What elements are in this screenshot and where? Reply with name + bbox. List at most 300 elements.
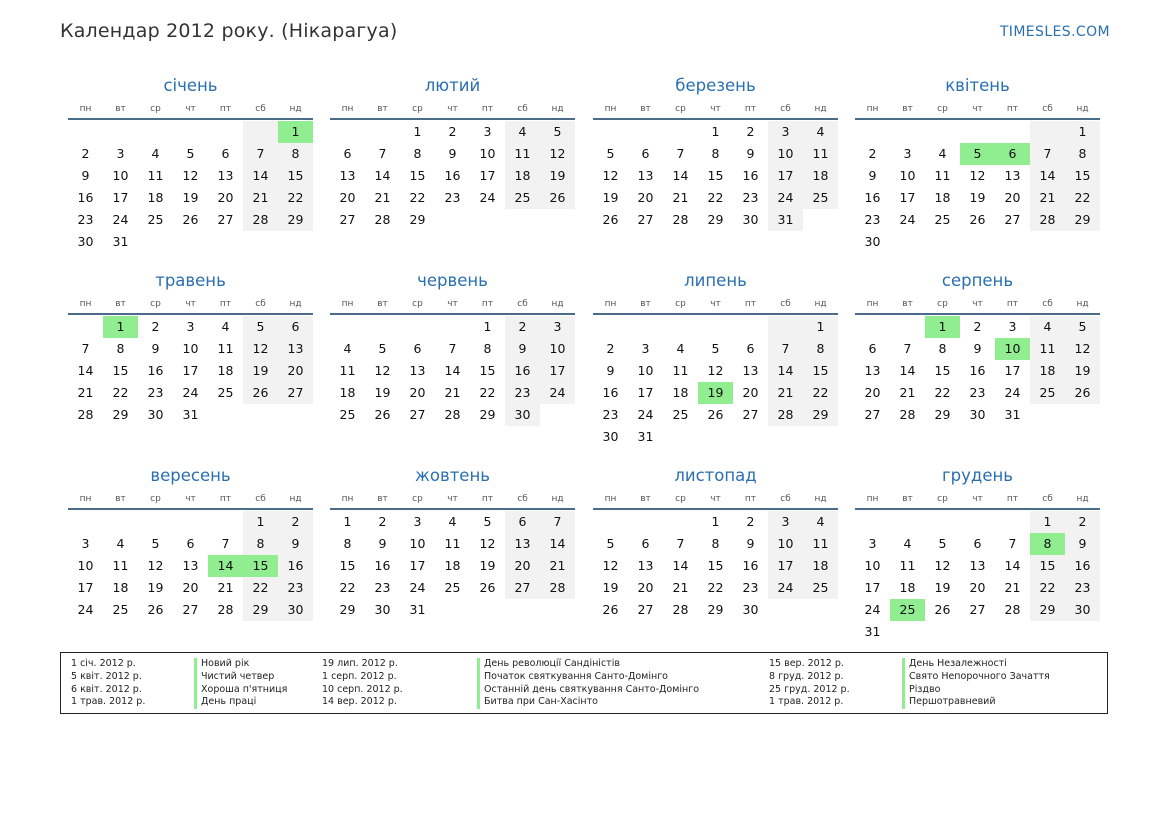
empty-cell bbox=[103, 511, 138, 533]
weekday-label: нд bbox=[814, 299, 827, 309]
day-cell: 15 bbox=[803, 360, 838, 382]
day-cell: 17 bbox=[899, 190, 916, 205]
day-cell: 16 bbox=[969, 363, 986, 378]
day-cell: 15 bbox=[479, 363, 496, 378]
month-rule bbox=[330, 313, 575, 315]
day-cell: 29 bbox=[1030, 599, 1065, 621]
day-cell: 1 bbox=[343, 514, 352, 529]
day-cell: 5 bbox=[540, 121, 575, 143]
day-cell: 16 bbox=[742, 168, 759, 183]
day-cell: 16 bbox=[1065, 555, 1100, 577]
weekday-label: нд bbox=[1076, 299, 1089, 309]
month-days bbox=[68, 316, 313, 426]
weekday-label: пт bbox=[1006, 494, 1019, 504]
weekday-label: сб bbox=[1042, 494, 1053, 504]
day-cell: 25 bbox=[803, 577, 838, 599]
holiday-date: 1 трав. 2012 р. bbox=[71, 696, 146, 708]
weekday-label: сб bbox=[780, 299, 791, 309]
day-cell: 10 bbox=[899, 168, 916, 183]
day-cell: 10 bbox=[637, 363, 654, 378]
day-cell: 6 bbox=[413, 341, 422, 356]
day-cell: 26 bbox=[182, 212, 199, 227]
month-rule bbox=[593, 118, 838, 120]
day-cell: 29 bbox=[803, 404, 838, 426]
empty-cell bbox=[925, 511, 960, 533]
day-cell: 10 bbox=[182, 341, 199, 356]
empty-cell bbox=[330, 121, 365, 143]
holiday-name: День революції Сандіністів bbox=[477, 658, 620, 671]
day-cell: 23 bbox=[505, 382, 540, 404]
day-cell: 23 bbox=[77, 212, 94, 227]
day-cell: 28 bbox=[77, 407, 94, 422]
holiday-name: День Незалежності bbox=[902, 658, 1007, 671]
day-cell: 22 bbox=[112, 385, 129, 400]
day-cell: 30 bbox=[1065, 599, 1100, 621]
weekday-label: сб bbox=[1042, 104, 1053, 114]
holiday-day: 5 bbox=[960, 143, 995, 165]
day-cell: 31 bbox=[409, 602, 426, 617]
day-cell: 8 bbox=[413, 146, 422, 161]
month-days bbox=[330, 316, 575, 426]
day-cell: 8 bbox=[803, 338, 838, 360]
weekday-label: ср bbox=[150, 104, 161, 114]
day-cell: 24 bbox=[637, 407, 654, 422]
day-cell: 22 bbox=[243, 577, 278, 599]
day-cell: 14 bbox=[1004, 558, 1021, 573]
day-cell: 23 bbox=[742, 580, 759, 595]
month-name: листопад bbox=[674, 466, 757, 485]
day-cell: 18 bbox=[112, 580, 129, 595]
day-cell: 5 bbox=[243, 316, 278, 338]
day-cell: 7 bbox=[903, 341, 912, 356]
weekday-label: нд bbox=[814, 494, 827, 504]
weekday-label: вт bbox=[377, 494, 388, 504]
day-cell: 8 bbox=[483, 341, 492, 356]
empty-cell bbox=[173, 511, 208, 533]
weekday-label: сб bbox=[780, 494, 791, 504]
day-cell: 30 bbox=[374, 602, 391, 617]
weekday-label: вт bbox=[377, 299, 388, 309]
day-cell: 7 bbox=[378, 146, 387, 161]
day-cell: 31 bbox=[768, 209, 803, 231]
weekday-label: вт bbox=[115, 104, 126, 114]
day-cell: 25 bbox=[444, 580, 461, 595]
holiday-date: 8 груд. 2012 р. bbox=[769, 670, 844, 682]
day-cell: 2 bbox=[1065, 511, 1100, 533]
weekday-label: пн bbox=[866, 494, 879, 504]
day-cell: 28 bbox=[217, 602, 234, 617]
day-cell: 27 bbox=[864, 407, 881, 422]
weekday-label: нд bbox=[289, 299, 302, 309]
empty-cell bbox=[243, 121, 278, 143]
day-cell: 30 bbox=[864, 234, 881, 249]
empty-cell bbox=[68, 511, 103, 533]
site-link[interactable]: TIMESLES.COM bbox=[999, 24, 1110, 40]
day-cell: 19 bbox=[182, 190, 199, 205]
weekday-label: ср bbox=[412, 494, 423, 504]
empty-cell bbox=[768, 316, 803, 338]
day-cell: 7 bbox=[1030, 143, 1065, 165]
day-cell: 8 bbox=[116, 341, 125, 356]
weekday-label: пт bbox=[744, 299, 757, 309]
day-cell: 24 bbox=[540, 382, 575, 404]
day-cell: 25 bbox=[803, 187, 838, 209]
empty-cell bbox=[365, 121, 400, 143]
calendar-grid bbox=[68, 72, 1102, 647]
day-cell: 1 bbox=[711, 124, 720, 139]
day-cell: 20 bbox=[637, 190, 654, 205]
day-cell: 3 bbox=[641, 341, 650, 356]
month-block bbox=[330, 72, 575, 231]
day-cell: 16 bbox=[444, 168, 461, 183]
weekday-label: вт bbox=[640, 299, 651, 309]
month-days bbox=[330, 121, 575, 231]
weekday-label: пн bbox=[604, 104, 617, 114]
day-cell: 29 bbox=[934, 407, 951, 422]
day-cell: 31 bbox=[112, 234, 129, 249]
day-cell: 7 bbox=[221, 536, 230, 551]
day-cell: 21 bbox=[77, 385, 94, 400]
day-cell: 14 bbox=[768, 360, 803, 382]
day-cell: 13 bbox=[637, 168, 654, 183]
day-cell: 12 bbox=[147, 558, 164, 573]
weekday-label: сб bbox=[255, 299, 266, 309]
day-cell: 26 bbox=[934, 602, 951, 617]
day-cell: 17 bbox=[768, 555, 803, 577]
day-cell: 11 bbox=[217, 341, 234, 356]
weekday-label: ср bbox=[937, 104, 948, 114]
day-cell: 12 bbox=[934, 558, 951, 573]
weekday-label: пт bbox=[481, 104, 494, 114]
day-cell: 22 bbox=[803, 382, 838, 404]
weekday-label: ср bbox=[675, 299, 686, 309]
day-cell: 21 bbox=[243, 187, 278, 209]
day-cell: 28 bbox=[374, 212, 391, 227]
empty-cell bbox=[925, 121, 960, 143]
holiday-date: 1 січ. 2012 р. bbox=[71, 658, 136, 669]
empty-cell bbox=[628, 511, 663, 533]
day-cell: 7 bbox=[448, 341, 457, 356]
day-cell: 15 bbox=[339, 558, 356, 573]
day-cell: 6 bbox=[641, 536, 650, 551]
day-cell: 2 bbox=[746, 514, 755, 529]
month-rule bbox=[330, 508, 575, 510]
weekday-label: чт bbox=[185, 104, 196, 114]
day-cell: 30 bbox=[742, 602, 759, 617]
day-cell: 16 bbox=[602, 385, 619, 400]
weekday-label: вт bbox=[115, 494, 126, 504]
holiday-name: День праці bbox=[194, 696, 256, 709]
day-cell: 20 bbox=[339, 190, 356, 205]
day-cell: 25 bbox=[1030, 382, 1065, 404]
page-title: Календар 2012 року. (Нікарагуа) bbox=[60, 20, 398, 42]
weekday-label: пн bbox=[341, 494, 354, 504]
day-cell: 2 bbox=[746, 124, 755, 139]
day-cell: 9 bbox=[746, 536, 755, 551]
day-cell: 8 bbox=[243, 533, 278, 555]
day-cell: 16 bbox=[864, 190, 881, 205]
holiday-date: 15 вер. 2012 р. bbox=[769, 658, 844, 669]
day-cell: 14 bbox=[444, 363, 461, 378]
weekday-label: пт bbox=[1006, 299, 1019, 309]
day-cell: 23 bbox=[374, 580, 391, 595]
holiday-name: Новий рік bbox=[194, 658, 249, 671]
day-cell: 25 bbox=[217, 385, 234, 400]
weekday-label: нд bbox=[814, 104, 827, 114]
empty-cell bbox=[698, 316, 733, 338]
weekday-label: сб bbox=[517, 104, 528, 114]
month-name: червень bbox=[417, 271, 488, 290]
weekday-header bbox=[68, 295, 313, 313]
empty-cell bbox=[960, 121, 995, 143]
day-cell: 27 bbox=[1004, 212, 1021, 227]
day-cell: 27 bbox=[637, 602, 654, 617]
month-name: травень bbox=[155, 271, 226, 290]
day-cell: 17 bbox=[540, 360, 575, 382]
month-rule bbox=[855, 313, 1100, 315]
holiday-date: 5 квіт. 2012 р. bbox=[71, 670, 142, 682]
day-cell: 4 bbox=[505, 121, 540, 143]
day-cell: 4 bbox=[151, 146, 160, 161]
day-cell: 21 bbox=[1004, 580, 1021, 595]
day-cell: 17 bbox=[1004, 363, 1021, 378]
day-cell: 15 bbox=[112, 363, 129, 378]
day-cell: 8 bbox=[711, 146, 720, 161]
weekday-header bbox=[68, 490, 313, 508]
day-cell: 14 bbox=[1030, 165, 1065, 187]
day-cell: 5 bbox=[483, 514, 492, 529]
weekday-label: чт bbox=[185, 299, 196, 309]
day-cell: 6 bbox=[343, 146, 352, 161]
day-cell: 22 bbox=[278, 187, 313, 209]
empty-cell bbox=[663, 121, 698, 143]
day-cell: 18 bbox=[505, 165, 540, 187]
empty-cell bbox=[890, 316, 925, 338]
day-cell: 6 bbox=[641, 146, 650, 161]
day-cell: 14 bbox=[374, 168, 391, 183]
day-cell: 1 bbox=[413, 124, 422, 139]
day-cell: 3 bbox=[116, 146, 125, 161]
weekday-label: ср bbox=[675, 494, 686, 504]
month-rule bbox=[68, 508, 313, 510]
weekday-label: пн bbox=[604, 299, 617, 309]
day-cell: 30 bbox=[77, 234, 94, 249]
weekday-header bbox=[855, 100, 1100, 118]
day-cell: 24 bbox=[864, 602, 881, 617]
empty-cell bbox=[208, 511, 243, 533]
weekday-label: пт bbox=[481, 494, 494, 504]
day-cell: 5 bbox=[186, 146, 195, 161]
day-cell: 22 bbox=[707, 580, 724, 595]
day-cell: 16 bbox=[374, 558, 391, 573]
day-cell: 6 bbox=[186, 536, 195, 551]
weekday-label: вт bbox=[640, 104, 651, 114]
day-cell: 20 bbox=[637, 580, 654, 595]
month-block bbox=[330, 462, 575, 621]
empty-cell bbox=[855, 316, 890, 338]
month-name: серпень bbox=[941, 271, 1014, 290]
holiday-date: 14 вер. 2012 р. bbox=[322, 696, 397, 708]
weekday-label: вт bbox=[377, 104, 388, 114]
day-cell: 24 bbox=[1004, 385, 1021, 400]
day-cell: 15 bbox=[707, 558, 724, 573]
month-days bbox=[855, 316, 1100, 426]
day-cell: 19 bbox=[602, 580, 619, 595]
weekday-label: нд bbox=[1076, 494, 1089, 504]
day-cell: 24 bbox=[479, 190, 496, 205]
day-cell: 10 bbox=[112, 168, 129, 183]
day-cell: 28 bbox=[243, 209, 278, 231]
day-cell: 4 bbox=[803, 511, 838, 533]
day-cell: 14 bbox=[77, 363, 94, 378]
day-cell: 12 bbox=[479, 536, 496, 551]
month-rule bbox=[593, 508, 838, 510]
empty-cell bbox=[208, 121, 243, 143]
day-cell: 19 bbox=[243, 360, 278, 382]
day-cell: 16 bbox=[505, 360, 540, 382]
day-cell: 29 bbox=[707, 212, 724, 227]
day-cell: 10 bbox=[864, 558, 881, 573]
day-cell: 14 bbox=[899, 363, 916, 378]
day-cell: 30 bbox=[147, 407, 164, 422]
day-cell: 13 bbox=[1004, 168, 1021, 183]
day-cell: 13 bbox=[505, 533, 540, 555]
day-cell: 27 bbox=[969, 602, 986, 617]
day-cell: 16 bbox=[147, 363, 164, 378]
empty-cell bbox=[855, 511, 890, 533]
month-rule bbox=[68, 313, 313, 315]
weekday-header bbox=[593, 100, 838, 118]
month-days bbox=[593, 316, 838, 448]
empty-cell bbox=[435, 316, 470, 338]
holiday-legend bbox=[60, 652, 1108, 714]
weekday-label: пн bbox=[79, 104, 92, 114]
day-cell: 5 bbox=[938, 536, 947, 551]
day-cell: 2 bbox=[448, 124, 457, 139]
day-cell: 24 bbox=[899, 212, 916, 227]
day-cell: 12 bbox=[243, 338, 278, 360]
empty-cell bbox=[663, 316, 698, 338]
weekday-label: пн bbox=[866, 299, 879, 309]
day-cell: 1 bbox=[243, 511, 278, 533]
day-cell: 22 bbox=[1065, 187, 1100, 209]
day-cell: 5 bbox=[378, 341, 387, 356]
day-cell: 2 bbox=[973, 319, 982, 334]
empty-cell bbox=[995, 511, 1030, 533]
day-cell: 15 bbox=[1030, 555, 1065, 577]
day-cell: 5 bbox=[1065, 316, 1100, 338]
day-cell: 11 bbox=[803, 143, 838, 165]
holiday-day: 19 bbox=[698, 382, 733, 404]
day-cell: 9 bbox=[81, 168, 90, 183]
day-cell: 24 bbox=[768, 187, 803, 209]
day-cell: 22 bbox=[934, 385, 951, 400]
day-cell: 3 bbox=[868, 536, 877, 551]
day-cell: 29 bbox=[707, 602, 724, 617]
day-cell: 18 bbox=[444, 558, 461, 573]
day-cell: 11 bbox=[803, 533, 838, 555]
weekday-header bbox=[68, 100, 313, 118]
day-cell: 22 bbox=[339, 580, 356, 595]
day-cell: 29 bbox=[112, 407, 129, 422]
day-cell: 9 bbox=[448, 146, 457, 161]
day-cell: 14 bbox=[540, 533, 575, 555]
day-cell: 29 bbox=[1065, 209, 1100, 231]
day-cell: 18 bbox=[899, 580, 916, 595]
month-block bbox=[855, 462, 1100, 643]
day-cell: 3 bbox=[483, 124, 492, 139]
empty-cell bbox=[68, 316, 103, 338]
holiday-name: Хороша п'ятниця bbox=[194, 684, 287, 697]
day-cell: 24 bbox=[112, 212, 129, 227]
holiday-day: 6 bbox=[995, 143, 1030, 165]
month-days bbox=[855, 121, 1100, 253]
day-cell: 19 bbox=[374, 385, 391, 400]
day-cell: 9 bbox=[606, 363, 615, 378]
day-cell: 28 bbox=[672, 602, 689, 617]
day-cell: 19 bbox=[1065, 360, 1100, 382]
day-cell: 13 bbox=[742, 363, 759, 378]
day-cell: 12 bbox=[374, 363, 391, 378]
holiday-name: Початок святкування Санто-Домінго bbox=[477, 671, 668, 684]
day-cell: 25 bbox=[112, 602, 129, 617]
weekday-label: нд bbox=[551, 104, 564, 114]
weekday-label: нд bbox=[289, 494, 302, 504]
day-cell: 13 bbox=[409, 363, 426, 378]
holiday-name: Свято Непорочного Зачаття bbox=[902, 671, 1050, 684]
day-cell: 29 bbox=[479, 407, 496, 422]
empty-cell bbox=[400, 316, 435, 338]
month-block bbox=[593, 462, 838, 621]
day-cell: 26 bbox=[243, 382, 278, 404]
day-cell: 27 bbox=[182, 602, 199, 617]
day-cell: 26 bbox=[707, 407, 724, 422]
day-cell: 31 bbox=[864, 624, 881, 639]
weekday-label: пт bbox=[744, 104, 757, 114]
day-cell: 21 bbox=[768, 382, 803, 404]
day-cell: 7 bbox=[768, 338, 803, 360]
holiday-date: 6 квіт. 2012 р. bbox=[71, 683, 142, 695]
day-cell: 5 bbox=[606, 146, 615, 161]
day-cell: 29 bbox=[278, 209, 313, 231]
weekday-label: вт bbox=[902, 104, 913, 114]
weekday-label: сб bbox=[517, 494, 528, 504]
day-cell: 15 bbox=[934, 363, 951, 378]
day-cell: 28 bbox=[899, 407, 916, 422]
day-cell: 2 bbox=[868, 146, 877, 161]
day-cell: 21 bbox=[217, 580, 234, 595]
empty-cell bbox=[330, 316, 365, 338]
day-cell: 21 bbox=[899, 385, 916, 400]
weekday-label: чт bbox=[185, 494, 196, 504]
day-cell: 20 bbox=[182, 580, 199, 595]
day-cell: 26 bbox=[1065, 382, 1100, 404]
month-block bbox=[68, 267, 313, 426]
weekday-header bbox=[855, 490, 1100, 508]
month-block bbox=[855, 72, 1100, 253]
day-cell: 30 bbox=[969, 407, 986, 422]
day-cell: 28 bbox=[768, 404, 803, 426]
weekday-label: нд bbox=[289, 104, 302, 114]
day-cell: 8 bbox=[711, 536, 720, 551]
weekday-label: пт bbox=[219, 104, 232, 114]
day-cell: 3 bbox=[768, 121, 803, 143]
weekday-header bbox=[330, 295, 575, 313]
day-cell: 17 bbox=[77, 580, 94, 595]
month-rule bbox=[330, 118, 575, 120]
day-cell: 18 bbox=[1030, 360, 1065, 382]
month-rule bbox=[855, 508, 1100, 510]
